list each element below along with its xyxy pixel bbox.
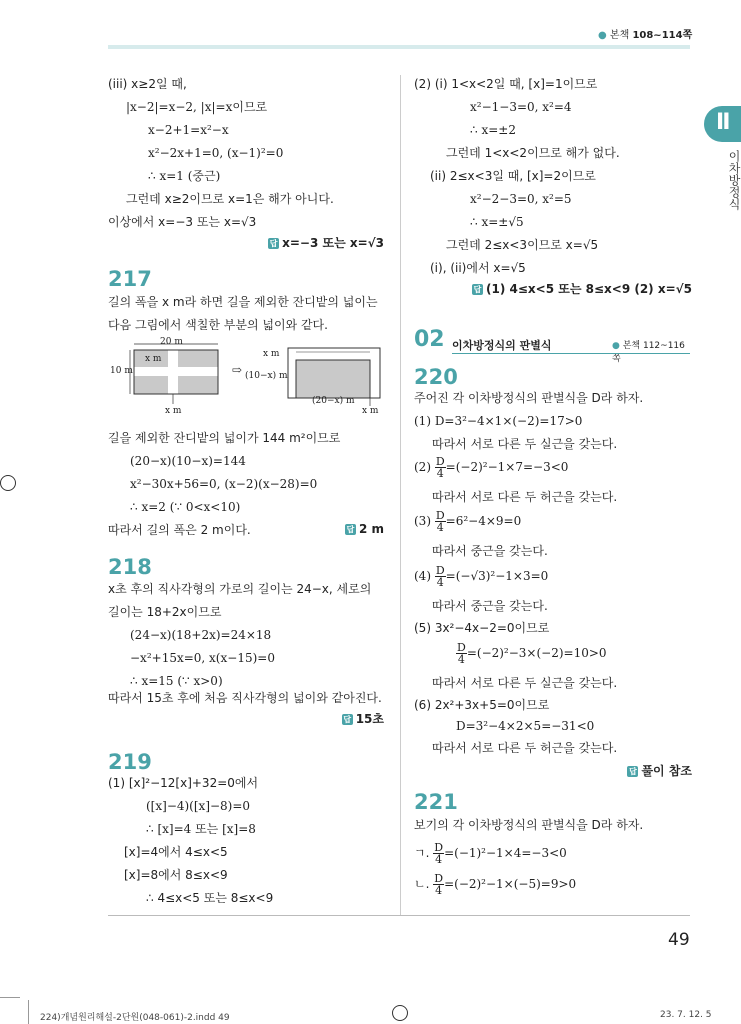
answer-text: 풀이 참조 bbox=[641, 764, 692, 778]
text-line bbox=[456, 642, 607, 665]
item-expr: =(−2)²−1×(−5)=9>0 bbox=[444, 877, 577, 891]
item-label: (4) bbox=[414, 569, 431, 583]
text-line bbox=[414, 873, 576, 896]
section-line bbox=[452, 353, 690, 354]
text-line: x−2+1=x²−x bbox=[148, 123, 229, 137]
frac-num: D bbox=[435, 455, 445, 468]
problem-number: 220 bbox=[414, 365, 458, 389]
text-line: (ii) 2≤x<3일 때, [x]=2이므로 bbox=[430, 169, 596, 183]
section-number: 02 bbox=[414, 327, 445, 352]
text-line: 길을 제외한 잔디밭의 넓이가 144 m²이므로 bbox=[108, 431, 341, 445]
text-line: ∴ x=15 (∵ x>0) bbox=[130, 674, 223, 688]
item-expr: =(−√3)²−1×3=0 bbox=[445, 569, 549, 583]
fig-label: x m bbox=[165, 406, 182, 416]
frac-num: D bbox=[434, 872, 444, 885]
frac-num: D bbox=[457, 641, 466, 654]
footer-file: 224)개념원리해설-2단원(048-061)-2.indd 49 bbox=[40, 1013, 230, 1023]
item-expr: =(−2)²−1×7=−3<0 bbox=[445, 460, 569, 474]
section-ref-text: 본책 112~116쪽 bbox=[612, 341, 685, 364]
answer bbox=[472, 280, 692, 297]
text-line: 따라서 길의 폭은 2 m이다. bbox=[108, 523, 251, 537]
text-line: (1) [x]²−12[x]+32=0에서 bbox=[108, 776, 259, 790]
text-line: 길이는 18+2x이므로 bbox=[108, 605, 222, 619]
svg-text:⇨: ⇨ bbox=[232, 363, 243, 377]
frac-num: D bbox=[435, 509, 445, 522]
text-line: (6) 2x²+3x+5=0이므로 bbox=[414, 698, 550, 712]
answer-text: x=−3 또는 x=√3 bbox=[282, 236, 384, 250]
answer bbox=[268, 234, 384, 251]
answer bbox=[345, 522, 384, 536]
text-line: −x²+15x=0, x(x−15)=0 bbox=[130, 651, 275, 665]
text-line: 그런데 x≥2이므로 x=1은 해가 아니다. bbox=[126, 192, 334, 206]
section-header bbox=[414, 327, 690, 364]
text-line: 따라서 중근을 갖는다. bbox=[432, 599, 548, 613]
page-number: 49 bbox=[668, 930, 690, 950]
section-ref: ● 본책 112~116쪽 bbox=[612, 341, 685, 364]
item-expr: =(−1)²−1×4=−3<0 bbox=[444, 846, 567, 860]
column-divider bbox=[400, 75, 401, 915]
text-line: (1) D=3²−4×1×(−2)=17>0 bbox=[414, 414, 583, 428]
fraction bbox=[435, 510, 446, 533]
text-line: 이상에서 x=−3 또는 x=√3 bbox=[108, 215, 257, 229]
frac-num: D bbox=[434, 841, 444, 854]
text-line: 따라서 서로 다른 두 허근을 갖는다. bbox=[432, 490, 618, 504]
frac-den: 4 bbox=[435, 853, 443, 866]
answer-tag: 답 bbox=[269, 239, 278, 248]
fig-label: x m bbox=[362, 406, 379, 416]
header-ref: ● 본책 108~114쪽 bbox=[598, 30, 693, 41]
side-tab-roman: Ⅱ bbox=[716, 110, 731, 135]
footer-tick bbox=[28, 1000, 29, 1024]
text-line bbox=[414, 842, 567, 865]
text-line: |x−2|=x−2, |x|=x이므로 bbox=[126, 100, 268, 114]
text-line: 따라서 15초 후에 처음 직사각형의 넓이와 같아진다. bbox=[108, 691, 382, 705]
text-line: 보기의 각 이차방정식의 판별식을 D라 하자. bbox=[414, 818, 644, 832]
text-line: [x]=4에서 4≤x<5 bbox=[124, 845, 228, 859]
text-line bbox=[414, 510, 521, 533]
text-line: ([x]−4)([x]−8)=0 bbox=[146, 799, 251, 813]
fraction bbox=[435, 456, 446, 479]
answer-text: (1) 4≤x<5 또는 8≤x<9 (2) x=√5 bbox=[486, 282, 692, 296]
fraction bbox=[456, 642, 467, 665]
problem-number: 217 bbox=[108, 267, 152, 291]
text-line: (24−x)(18+2x)=24×18 bbox=[130, 628, 272, 642]
text-line: x²−30x+56=0, (x−2)(x−28)=0 bbox=[130, 477, 318, 491]
problem-number: 218 bbox=[108, 555, 152, 579]
header-label: 본책 bbox=[609, 30, 630, 41]
text-line: ∴ 4≤x<5 또는 8≤x<9 bbox=[146, 891, 274, 905]
answer-text: 15초 bbox=[355, 712, 384, 726]
bottom-rule bbox=[108, 915, 690, 916]
item-label: ㄱ. bbox=[414, 846, 430, 860]
footer-line bbox=[0, 997, 20, 998]
fig-label: (20−x) m bbox=[312, 396, 355, 406]
side-tab-title: 이차방정식 bbox=[727, 150, 741, 210]
frac-den: 4 bbox=[457, 653, 465, 666]
text-line: 길의 폭을 x m라 하면 길을 제외한 잔디밭의 넓이는 bbox=[108, 295, 378, 309]
fraction bbox=[435, 565, 446, 588]
text-line: x초 후의 직사각형의 가로의 길이는 24−x, 세로의 bbox=[108, 582, 372, 596]
answer bbox=[627, 762, 692, 779]
header-range: 108~114쪽 bbox=[632, 30, 693, 41]
text-line: (20−x)(10−x)=144 bbox=[130, 454, 246, 468]
text-line: ∴ [x]=4 또는 [x]=8 bbox=[146, 822, 256, 836]
answer bbox=[342, 710, 384, 727]
frac-den: 4 bbox=[436, 521, 444, 534]
fig-label: 10 m bbox=[110, 366, 133, 376]
frac-num: D bbox=[435, 564, 445, 577]
header-bar bbox=[108, 45, 690, 49]
text-line: ∴ x=2 (∵ 0<x<10) bbox=[130, 500, 241, 514]
text-line: 따라서 서로 다른 두 실근을 갖는다. bbox=[432, 676, 618, 690]
item-expr: =(−2)²−3×(−2)=10>0 bbox=[466, 646, 607, 660]
text-line bbox=[414, 565, 548, 588]
item-label: ㄴ. bbox=[414, 877, 430, 891]
text-line: (i), (ii)에서 x=√5 bbox=[430, 261, 526, 275]
text-line: x²−2−3=0, x²=5 bbox=[470, 192, 572, 206]
crop-mark-icon bbox=[392, 1005, 408, 1021]
answer-tag: 답 bbox=[629, 767, 637, 776]
item-expr: =6²−4×9=0 bbox=[445, 514, 522, 528]
frac-den: 4 bbox=[435, 884, 443, 897]
text-line: [x]=8에서 8≤x<9 bbox=[124, 868, 228, 882]
answer-text: 2 m bbox=[358, 522, 384, 536]
frac-den: 4 bbox=[436, 576, 444, 589]
crop-mark-icon bbox=[0, 475, 16, 491]
text-line: D=3²−4×2×5=−31<0 bbox=[456, 719, 595, 733]
fig-label: 20 m bbox=[160, 337, 183, 347]
item-label: (3) bbox=[414, 514, 431, 528]
section-title: 이차방정식의 판별식 bbox=[452, 339, 552, 352]
problem-number: 219 bbox=[108, 750, 152, 774]
text-line: (iii) x≥2일 때, bbox=[108, 77, 187, 91]
text-line: 주어진 각 이차방정식의 판별식을 D라 하자. bbox=[414, 391, 644, 405]
fig-label: x m bbox=[145, 354, 162, 364]
text-line: 따라서 서로 다른 두 실근을 갖는다. bbox=[432, 437, 618, 451]
text-line: ∴ x=±√5 bbox=[470, 215, 524, 229]
answer-tag: 답 bbox=[473, 285, 482, 294]
text-line: (5) 3x²−4x−2=0이므로 bbox=[414, 621, 550, 635]
text-line bbox=[414, 456, 568, 479]
text-line: x²−2x+1=0, (x−1)²=0 bbox=[148, 146, 284, 160]
text-line: 따라서 서로 다른 두 허근을 갖는다. bbox=[432, 741, 618, 755]
text-line: (2) (i) 1<x<2일 때, [x]=1이므로 bbox=[414, 77, 598, 91]
fig-label: (10−x) m bbox=[245, 371, 288, 381]
answer-tag: 답 bbox=[343, 715, 352, 724]
text-line: ∴ x=1 (중근) bbox=[148, 169, 221, 183]
fraction bbox=[433, 842, 444, 865]
frac-den: 4 bbox=[436, 467, 444, 480]
text-line: ∴ x=±2 bbox=[470, 123, 516, 137]
text-line: 따라서 중근을 갖는다. bbox=[432, 544, 548, 558]
text-line: 그런데 2≤x<3이므로 x=√5 bbox=[446, 238, 599, 252]
item-label: (2) bbox=[414, 460, 431, 474]
text-line: 그런데 1<x<2이므로 해가 없다. bbox=[446, 146, 620, 160]
text-line: 다음 그림에서 색칠한 부분의 넓이와 같다. bbox=[108, 318, 328, 332]
fig-label: x m bbox=[263, 349, 280, 359]
footer-date: 23. 7. 12. 5 bbox=[660, 1010, 712, 1020]
answer-tag: 답 bbox=[346, 525, 355, 534]
fraction bbox=[433, 873, 444, 896]
text-line: x²−1−3=0, x²=4 bbox=[470, 100, 572, 114]
problem-number: 221 bbox=[414, 790, 458, 814]
